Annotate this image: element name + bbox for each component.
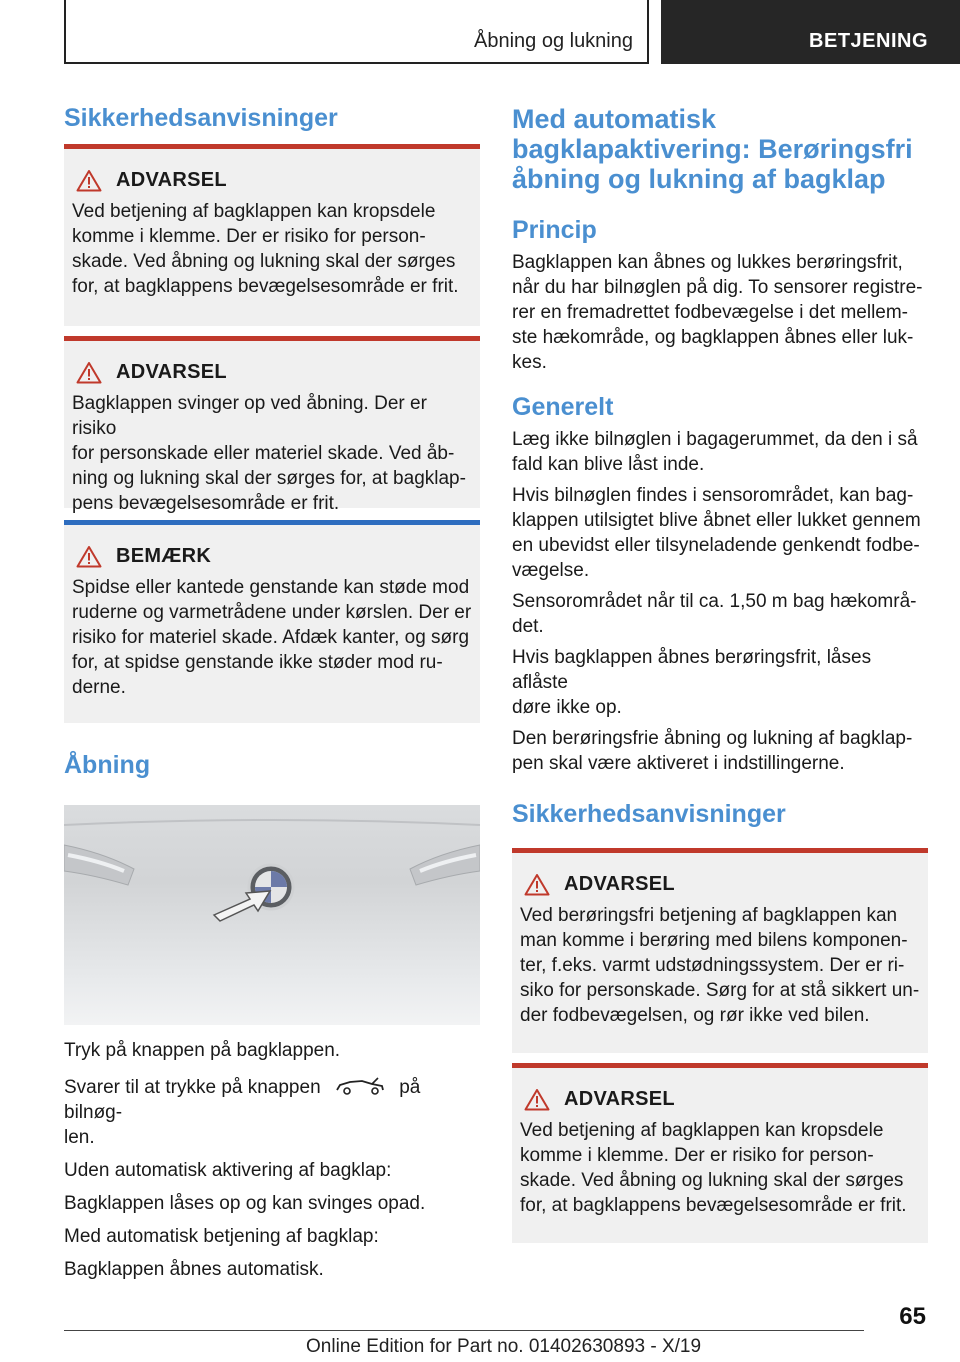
paragraph-with-icon: [64, 1075, 480, 1150]
notice-line: ning og lukning skal der sørges for, at bagklap-: [72, 468, 466, 489]
general-paragraph: [512, 726, 928, 776]
general-paragraph: [512, 645, 928, 720]
safety-heading: Sikkerhedsanvisninger: [64, 104, 338, 132]
warning-triangle-icon: [72, 169, 116, 192]
warning-triangle-icon: [520, 873, 564, 896]
notice-text: [520, 903, 920, 1028]
footer-divider: [64, 1330, 864, 1331]
tailgate-button-photo: [64, 805, 480, 1025]
text-line: når du har bilnøglen på dig. To sensorer registre-: [512, 277, 923, 298]
paragraph: Bagklappen låses op og kan svinges opad.: [64, 1193, 426, 1214]
text-line: ste hækområde, og bagklappen åbnes eller luk-: [512, 327, 914, 348]
text-line: Hvis bagklappen åbnes berøringsfrit, låses aflåste: [512, 647, 872, 693]
chapter-title: Åbning og lukning: [473, 30, 633, 52]
notice-line: Bagklappen svinger op ved åbning. Der er risiko: [72, 393, 427, 439]
notice-line: der fodbevægelsen, og rør ikke ved bilen.: [520, 1005, 870, 1026]
warning-notice: [64, 336, 480, 514]
text-line: vægelse.: [512, 560, 590, 581]
notice-line: Spidse eller kantede genstande kan støde mod: [72, 577, 470, 598]
notice-line: for, at bagklappens bevægelsesområde er frit.: [520, 1195, 907, 1216]
main-heading: [512, 104, 928, 194]
right-column: [512, 100, 928, 1243]
general-paragraph: [512, 427, 928, 477]
tailgate-illustration: [64, 805, 480, 1025]
notice-label: BEMÆRK: [116, 544, 212, 567]
notice-line: siko for personskade. Sørg for at stå sikkert un-: [520, 980, 920, 1001]
text-line: Bagklappen kan åbnes og lukkes berøringsfrit,: [512, 252, 903, 273]
warning-triangle-icon: [520, 1088, 564, 1111]
notice-line: for, at spidse genstande ikke støder mod ru-: [72, 652, 443, 673]
opening-heading: Åbning: [64, 751, 151, 779]
warning-triangle-icon: [72, 361, 116, 384]
text-line: Sensorområdet når til ca. 1,50 m bag hækområ-: [512, 591, 917, 612]
header-chapter-box: [64, 0, 649, 64]
notice-line: komme i klemme. Der er risiko for person-: [72, 226, 426, 247]
text-line: døre ikke op.: [512, 697, 622, 718]
paragraph: Tryk på knappen på bagklappen.: [64, 1040, 341, 1061]
text-line: Den berøringsfrie åbning og lukning af bagklap-: [512, 728, 913, 749]
heading-line: Med automatisk: [512, 104, 717, 134]
notice-label: ADVARSEL: [564, 1087, 675, 1110]
notice-line: skade. Ved åbning og lukning skal der sørges: [72, 251, 456, 272]
text-line: klappen utilsigtet blive åbnet eller lukket gennem: [512, 510, 921, 531]
principle-text: [512, 250, 928, 375]
header-section-tab: [661, 0, 960, 64]
warning-notice: [512, 1063, 928, 1243]
notice-label: ADVARSEL: [116, 168, 227, 191]
page-number: 65: [899, 1303, 926, 1330]
general-heading: Generelt: [512, 393, 614, 421]
text-line: Hvis bilnøglen findes i sensorområdet, kan bag-: [512, 485, 914, 506]
principle-heading: Princip: [512, 216, 597, 244]
car-tailgate-icon: [334, 1077, 386, 1095]
notice-line: derne.: [72, 677, 126, 698]
notice-line: for, at bagklappens bevægelsesområde er frit.: [72, 276, 459, 297]
text-line: rer en fremadrettet fodbevægelse i det mellem-: [512, 302, 909, 323]
notice-text: [72, 575, 472, 700]
footer-edition: Online Edition for Part no. 01402630893 - X/19: [306, 1336, 702, 1357]
paragraph: Uden automatisk aktivering af bagklap:: [64, 1160, 392, 1181]
notice-text: [72, 391, 472, 516]
heading-line: bagklapaktivering: Berøringsfri: [512, 134, 913, 164]
notice-label: ADVARSEL: [564, 872, 675, 895]
notice-line: ruderne og varmetrådene under kørslen. Der er: [72, 602, 472, 623]
text-line: fald kan blive låst inde.: [512, 454, 705, 475]
notice-line: Ved berøringsfri betjening af bagklappen kan: [520, 905, 898, 926]
general-paragraph: [512, 589, 928, 639]
notice-line: Ved betjening af bagklappen kan kropsdele: [520, 1120, 884, 1141]
notice-text: [520, 1118, 920, 1218]
paragraph: Med automatisk betjening af bagklap:: [64, 1226, 379, 1247]
warning-notice: [64, 144, 480, 326]
notice-line: komme i klemme. Der er risiko for person-: [520, 1145, 874, 1166]
warning-triangle-icon: [72, 545, 116, 568]
notice-line: risiko for materiel skade. Afdæk kanter, og sørg: [72, 627, 470, 648]
text-line: pen skal være aktiveret i indstillingerne.: [512, 753, 845, 774]
notice-line: Ved betjening af bagklappen kan kropsdele: [72, 201, 436, 222]
notice-line: man komme i berøring med bilens komponen-: [520, 930, 908, 951]
text-line: det.: [512, 616, 544, 637]
paragraph: Bagklappen åbnes automatisk.: [64, 1259, 324, 1280]
notice-line: ter, f.eks. varmt udstødningssystem. Der er ri-: [520, 955, 905, 976]
paragraph-part: len.: [64, 1127, 95, 1148]
text-line: kes.: [512, 352, 547, 373]
paragraph-part: på bilnøg-: [64, 1077, 421, 1123]
left-column: [64, 100, 480, 1282]
notice-line: for personskade eller materiel skade. Ved åb-: [72, 443, 455, 464]
safety-heading-right: Sikkerhedsanvisninger: [512, 800, 786, 828]
note-notice: [64, 520, 480, 723]
notice-line: skade. Ved åbning og lukning skal der sørges: [520, 1170, 904, 1191]
text-line: en ubevidst eller tilsyneladende genkendt fodbe-: [512, 535, 920, 556]
paragraph-part: Svarer til at trykke på knappen: [64, 1077, 321, 1098]
general-paragraph: [512, 483, 928, 583]
warning-notice: [512, 848, 928, 1053]
notice-text: [72, 199, 472, 299]
section-title: BETJENING: [809, 30, 928, 52]
notice-line: pens bevægelsesområde er frit.: [72, 493, 340, 514]
notice-label: ADVARSEL: [116, 360, 227, 383]
text-line: Læg ikke bilnøglen i bagagerummet, da den i så: [512, 429, 918, 450]
heading-line: åbning og lukning af bagklap: [512, 164, 886, 194]
